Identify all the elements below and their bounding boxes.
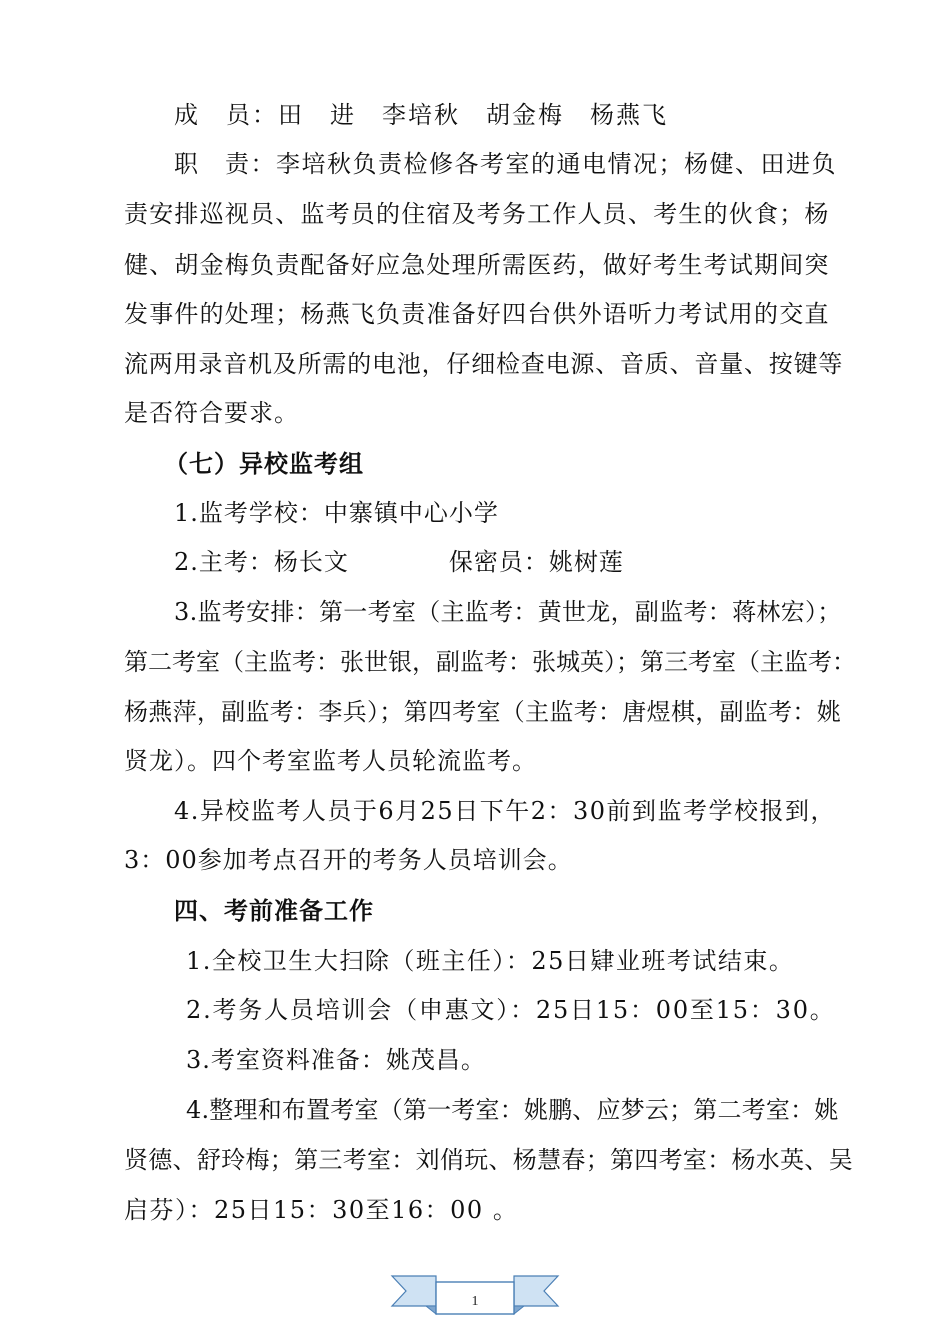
text-line-arrival-2: 3：00参加考点召开的考务人员培训会。: [124, 846, 573, 874]
text-line-prep-rooms-1: 4.整理和布置考室（第一考室：姚鹏、应梦云；第二考室：姚: [186, 1096, 839, 1124]
text-line-arrangement-4: 贤龙）。四个考室监考人员轮流监考。: [124, 747, 537, 775]
text-line-prep-training: 2.考务人员培训会（申惠文）：25日15：00至15：30。: [186, 996, 836, 1024]
text-line-members: 成 员：田 进 李培秋 胡金梅 杨燕飞: [174, 101, 668, 129]
page-footer: [390, 1268, 560, 1328]
text-line-prep-rooms-3: 启芬）：25日15：30至16：00 。: [124, 1196, 519, 1224]
text-line-duties-3: 健、胡金梅负责配备好应急处理所需医药，做好考生考试期间突: [124, 251, 830, 279]
text-line-arrangement-2: 第二考室（主监考：张世银，副监考：张城英）；第三考室（主监考：: [124, 648, 856, 676]
text-line-arrangement-1: 3.监考安排：第一考室（主监考：黄世龙，副监考：蒋林宏）；: [174, 598, 842, 626]
text-line-arrangement-3: 杨燕萍，副监考：李兵）；第四考室（主监考：唐煜棋，副监考：姚: [124, 698, 841, 726]
section-heading-preparation: 四、考前准备工作: [174, 897, 374, 925]
text-line-prep-rooms-2: 贤德、舒玲梅；第三考室：刘俏玩、杨慧春；第四考室：杨水英、吴: [124, 1146, 853, 1174]
section-heading-other-school-proctor: （七）异校监考组: [164, 450, 364, 478]
text-line-duties-4: 发事件的处理；杨燕飞负责准备好四台供外语听力考试用的交直: [124, 300, 830, 328]
text-line-prep-cleaning: 1.全校卫生大扫除（班主任）：25日肄业班考试结束。: [186, 947, 795, 975]
text-line-duties-2: 责安排巡视员、监考员的住宿及考务工作人员、考生的伙食；杨: [124, 200, 830, 228]
page-number: 1: [471, 1294, 479, 1309]
text-line-arrival-1: 4.异校监考人员于6月25日下午2：30前到监考学校报到，: [174, 797, 837, 825]
text-line-prep-materials: 3.考室资料准备：姚茂昌。: [186, 1046, 486, 1074]
text-line-chief-examiner: 2.主考：杨长文 保密员：姚树莲: [174, 548, 624, 576]
text-line-duties-5: 流两用录音机及所需的电池，仔细检查电源、音质、音量、按键等: [124, 350, 844, 378]
text-line-duties-1: 职 责：李培秋负责检修各考室的通电情况；杨健、田进负: [174, 150, 837, 178]
text-line-duties-6: 是否符合要求。: [124, 399, 299, 427]
text-line-proctor-school: 1.监考学校：中寨镇中心小学: [174, 499, 499, 527]
